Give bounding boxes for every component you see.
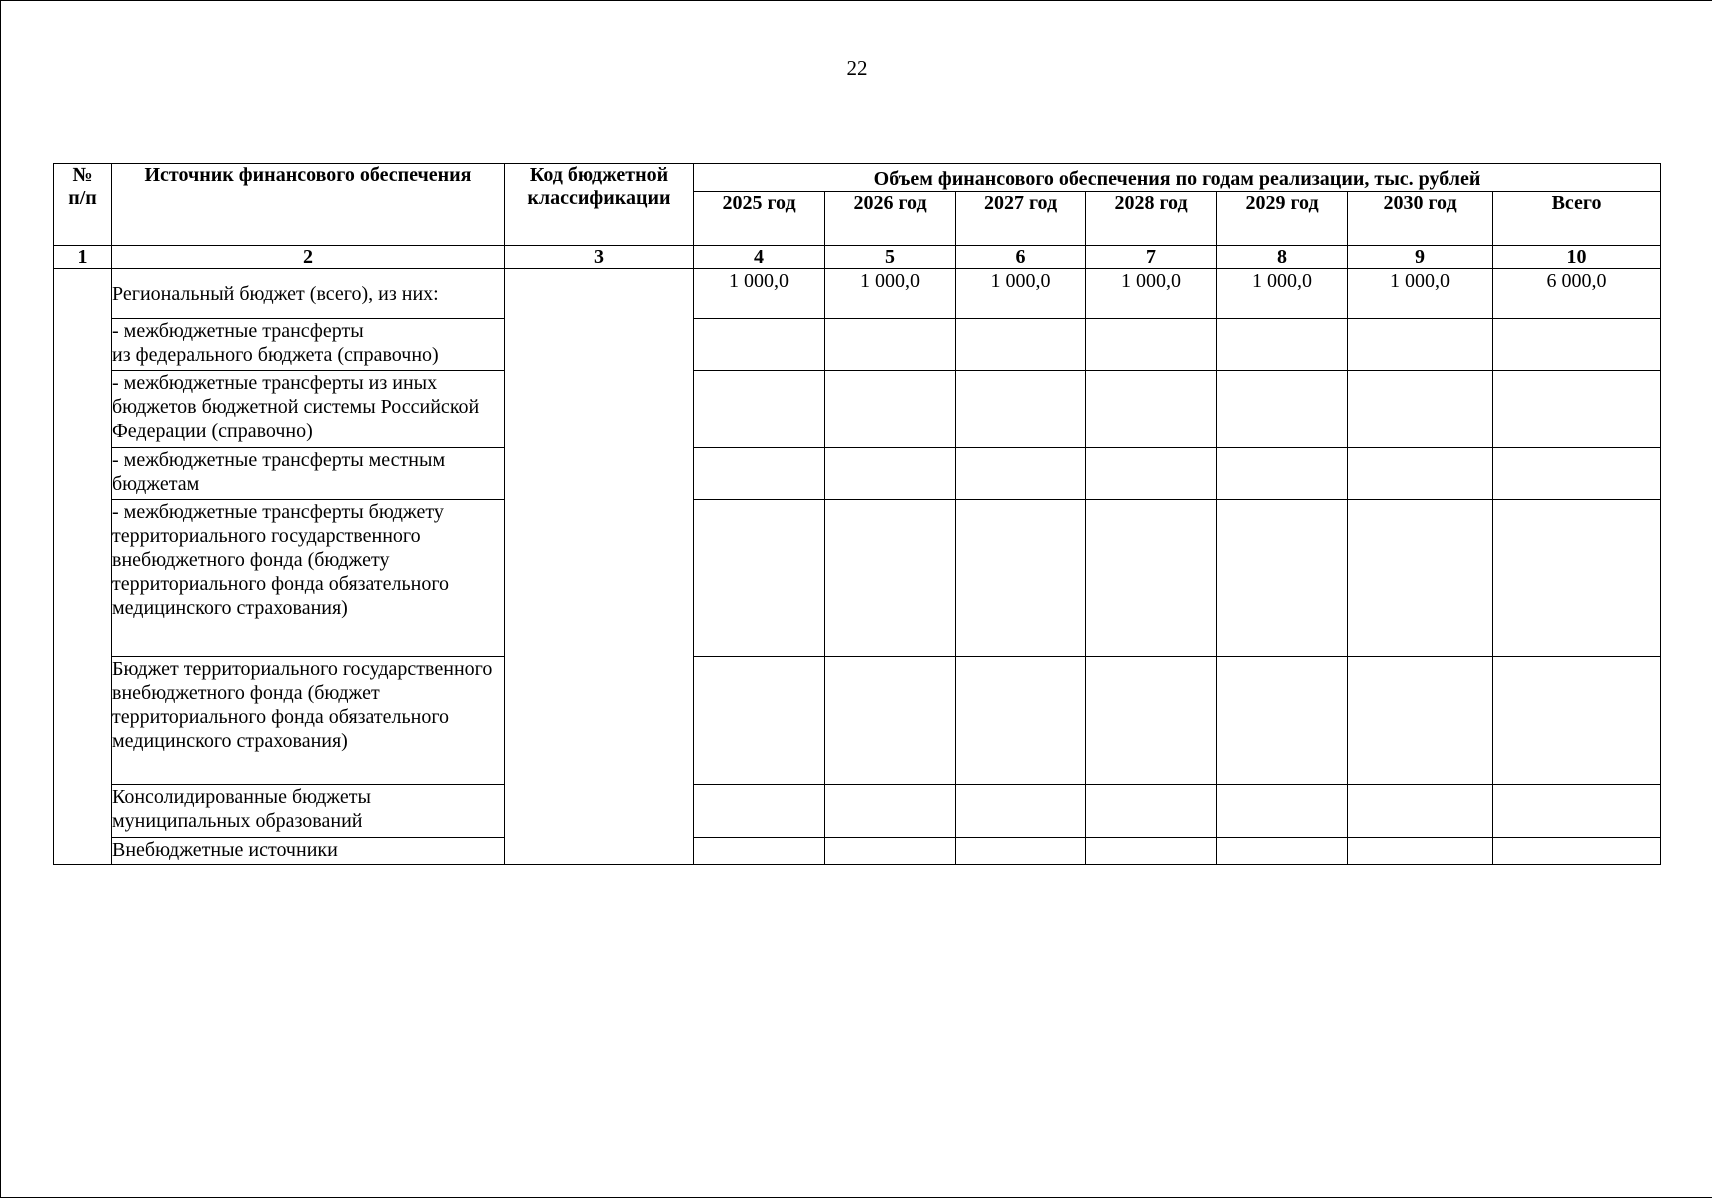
column-number: 5 — [825, 246, 956, 269]
value-cell — [825, 448, 956, 500]
value-cell — [694, 319, 825, 371]
value-cell — [1493, 657, 1661, 785]
table-row — [54, 785, 1661, 838]
table-row — [54, 319, 1661, 371]
value-cell — [825, 319, 956, 371]
column-number: 8 — [1217, 246, 1348, 269]
header-num-line1: № — [72, 164, 93, 186]
value-cell — [1086, 448, 1217, 500]
value-cell — [1493, 500, 1661, 657]
value-cell — [1217, 785, 1348, 838]
value-cell: 1 000,0 — [956, 269, 1086, 319]
value-cell — [956, 657, 1086, 785]
value-cell — [694, 838, 825, 865]
value-cell — [825, 500, 956, 657]
value-cell: 6 000,0 — [1493, 269, 1661, 319]
value-cell — [694, 785, 825, 838]
value-cell — [694, 448, 825, 500]
value-cell — [1086, 785, 1217, 838]
column-number: 4 — [694, 246, 825, 269]
value-cell: 1 000,0 — [1217, 269, 1348, 319]
value-cell — [825, 838, 956, 865]
column-number: 7 — [1086, 246, 1217, 269]
value-cell — [1348, 448, 1493, 500]
table-row — [54, 500, 1661, 657]
value-cell — [956, 371, 1086, 448]
table-row — [54, 269, 1661, 319]
header-volume: Объем финансового обеспечения по годам реализации, тыс. рублей — [694, 164, 1661, 192]
value-cell — [1086, 319, 1217, 371]
value-cell — [1348, 785, 1493, 838]
table-row — [54, 448, 1661, 500]
value-cell — [956, 319, 1086, 371]
header-code-line2: классификации — [527, 187, 671, 209]
value-cell — [825, 657, 956, 785]
header-num — [54, 164, 112, 246]
header-year-2026: 2026 год — [825, 192, 956, 246]
value-cell — [694, 371, 825, 448]
column-number: 3 — [505, 246, 694, 269]
value-cell — [1086, 657, 1217, 785]
value-cell — [1348, 319, 1493, 371]
value-cell — [1086, 500, 1217, 657]
value-cell — [1348, 371, 1493, 448]
value-cell — [1493, 371, 1661, 448]
value-cell: 1 000,0 — [1348, 269, 1493, 319]
value-cell — [1348, 838, 1493, 865]
header-year-2030: 2030 год — [1348, 192, 1493, 246]
source-cell: Консолидированные бюджеты муниципальных образований — [112, 785, 505, 838]
column-numbers-row — [54, 246, 1661, 269]
column-number: 1 — [54, 246, 112, 269]
header-total: Всего — [1493, 192, 1661, 246]
source-cell: - межбюджетные трансферты местным бюджетам — [112, 448, 505, 500]
source-cell: Региональный бюджет (всего), из них: — [112, 269, 505, 319]
value-cell — [694, 500, 825, 657]
header-year-2028: 2028 год — [1086, 192, 1217, 246]
header-year-2029: 2029 год — [1217, 192, 1348, 246]
value-cell — [1348, 657, 1493, 785]
value-cell — [825, 371, 956, 448]
value-cell — [694, 657, 825, 785]
value-cell — [1217, 448, 1348, 500]
value-cell — [1348, 500, 1493, 657]
value-cell — [1493, 838, 1661, 865]
header-code-line1: Код бюджетной — [529, 164, 669, 186]
value-cell — [1493, 785, 1661, 838]
column-number: 6 — [956, 246, 1086, 269]
value-cell — [1217, 838, 1348, 865]
header-year-2027: 2027 год — [956, 192, 1086, 246]
column-number: 9 — [1348, 246, 1493, 269]
header-year-2025: 2025 год — [694, 192, 825, 246]
table-row — [54, 371, 1661, 448]
column-number: 2 — [112, 246, 505, 269]
value-cell — [956, 500, 1086, 657]
table-row — [54, 657, 1661, 785]
budget-code-cell — [505, 269, 694, 865]
source-cell: - межбюджетные трансферты из иных бюджетов бюджетной системы Российской Федерации (справочно) — [112, 371, 505, 448]
value-cell — [956, 448, 1086, 500]
value-cell: 1 000,0 — [694, 269, 825, 319]
page-number: 22 — [846, 56, 868, 80]
financing-table — [53, 163, 1661, 865]
header-code — [505, 164, 694, 246]
source-cell: - межбюджетные трансферты из федерального бюджета (справочно) — [112, 319, 505, 371]
source-cell: - межбюджетные трансферты бюджету территориального государственного внебюджетного фонда (бюджету территориального фонда обязательного медицинского страхования) — [112, 500, 505, 657]
header-num-line2: п/п — [68, 187, 97, 209]
value-cell — [1217, 657, 1348, 785]
value-cell — [825, 785, 956, 838]
value-cell: 1 000,0 — [1086, 269, 1217, 319]
header-source: Источник финансового обеспечения — [112, 164, 505, 246]
source-cell: Внебюджетные источники — [112, 838, 505, 865]
value-cell — [956, 838, 1086, 865]
value-cell — [956, 785, 1086, 838]
table-row — [54, 838, 1661, 865]
column-number: 10 — [1493, 246, 1661, 269]
value-cell — [1493, 319, 1661, 371]
value-cell — [1217, 500, 1348, 657]
value-cell: 1 000,0 — [825, 269, 956, 319]
value-cell — [1086, 371, 1217, 448]
value-cell — [1086, 838, 1217, 865]
value-cell — [1217, 319, 1348, 371]
value-cell — [1493, 448, 1661, 500]
value-cell — [1217, 371, 1348, 448]
source-cell: Бюджет территориального государственного внебюджетного фонда (бюджет территориального фонда обязательного медицинского страхования) — [112, 657, 505, 785]
row-number-cell — [54, 269, 112, 865]
